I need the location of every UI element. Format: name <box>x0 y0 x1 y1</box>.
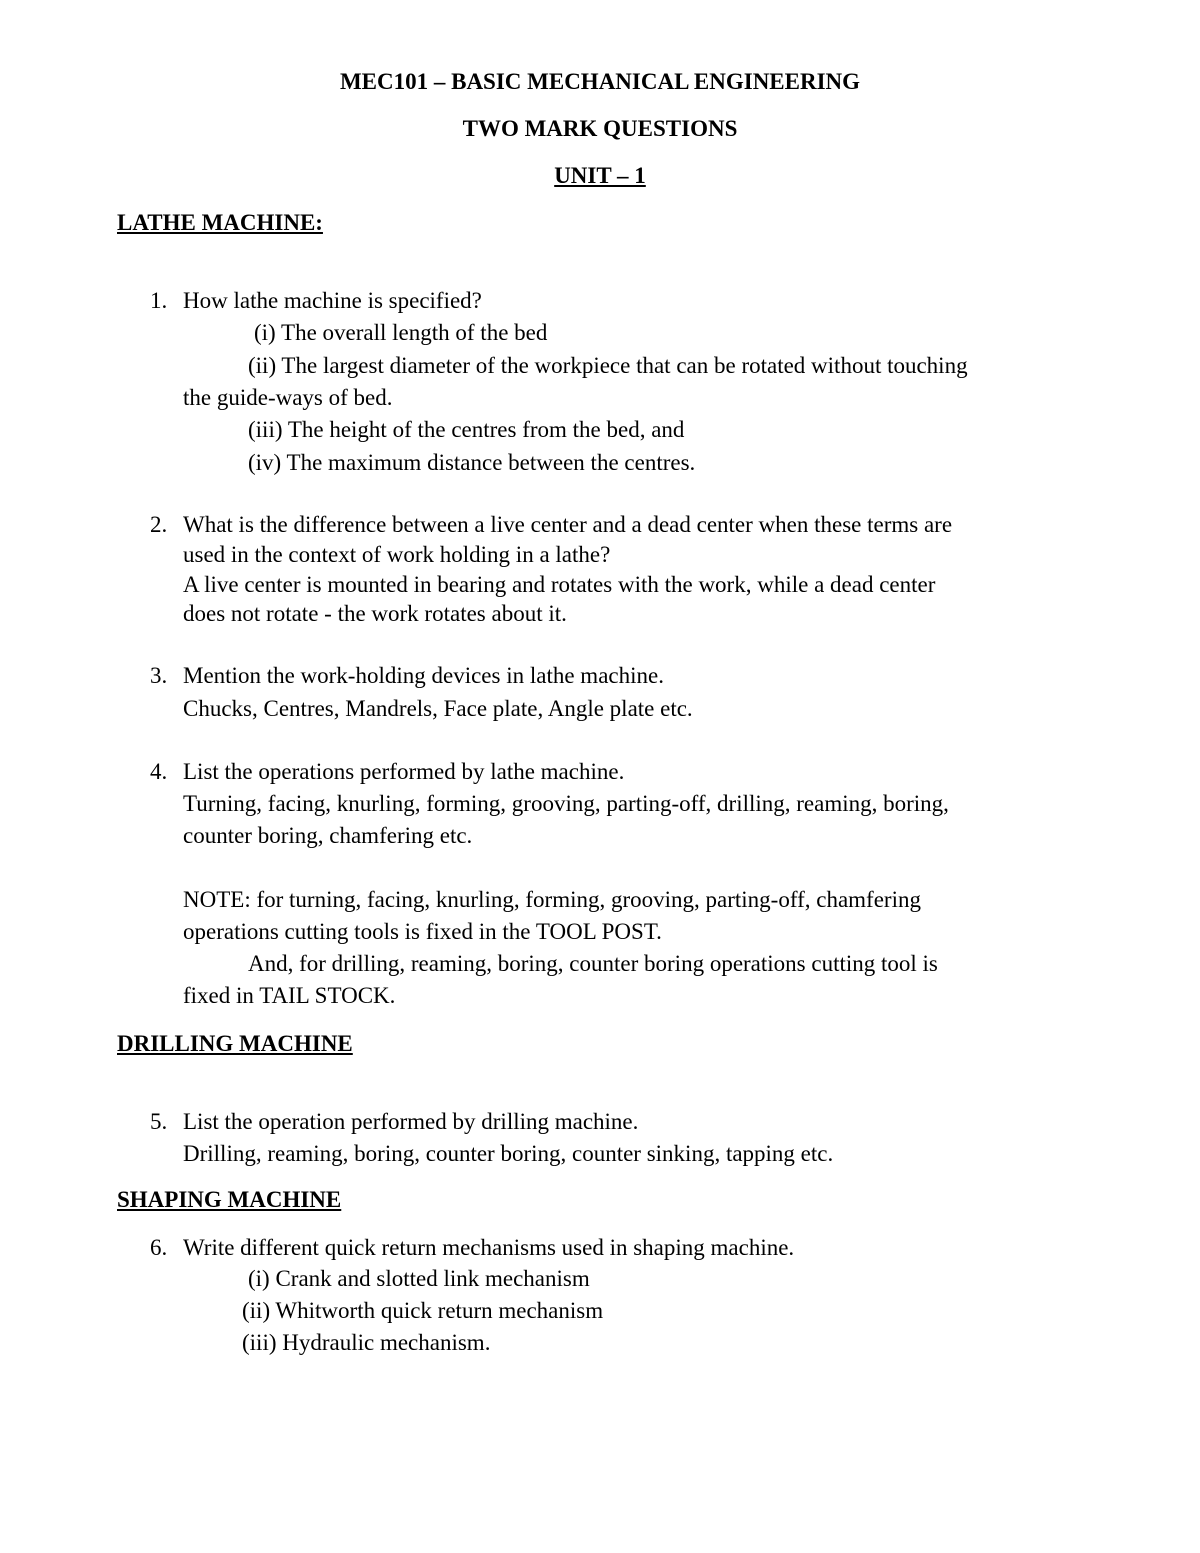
course-title: MEC101 – BASIC MECHANICAL ENGINEERING <box>339 69 861 94</box>
question-text: What is the difference between a live center and a dead center when these terms are <box>183 512 953 537</box>
question-text: List the operation performed by drilling machine. <box>183 1109 639 1134</box>
question-text: How lathe machine is specified? <box>183 288 482 313</box>
answer-line: (iii) Hydraulic mechanism. <box>242 1330 491 1355</box>
section-heading-lathe: LATHE MACHINE: <box>117 210 323 235</box>
answer-line: the guide-ways of bed. <box>183 385 393 410</box>
answer-line: (iii) The height of the centres from the bed, and <box>248 417 685 442</box>
question-number: 5. <box>150 1109 168 1134</box>
note-line: NOTE: for turning, facing, knurling, forming, grooving, parting-off, chamfering <box>183 887 921 912</box>
question-text: Write different quick return mechanisms used in shaping machine. <box>183 1235 795 1260</box>
question-text: List the operations performed by lathe machine. <box>183 759 625 784</box>
note-line: fixed in TAIL STOCK. <box>183 983 396 1008</box>
question-text: used in the context of work holding in a lathe? <box>183 542 611 567</box>
question-number: 1. <box>150 288 168 313</box>
question-text: Mention the work-holding devices in lathe machine. <box>183 663 664 688</box>
note-line: operations cutting tools is fixed in the TOOL POST. <box>183 919 662 944</box>
section-heading-shaping: SHAPING MACHINE <box>117 1187 342 1212</box>
answer-line: (iv) The maximum distance between the centres. <box>248 450 696 475</box>
answer-line: counter boring, chamfering etc. <box>183 823 473 848</box>
answer-line: (i) The overall length of the bed <box>254 320 548 345</box>
question-number: 2. <box>150 512 168 537</box>
answer-line: (i) Crank and slotted link mechanism <box>248 1266 590 1291</box>
question-number: 4. <box>150 759 168 784</box>
answer-line: Drilling, reaming, boring, counter boring, counter sinking, tapping etc. <box>183 1141 834 1166</box>
answer-line: Chucks, Centres, Mandrels, Face plate, Angle plate etc. <box>183 696 693 721</box>
note-line: And, for drilling, reaming, boring, counter boring operations cutting tool is <box>248 951 938 976</box>
answer-line: A live center is mounted in bearing and rotates with the work, while a dead center <box>183 572 936 597</box>
answer-line: (ii) The largest diameter of the workpiece that can be rotated without touching <box>248 353 968 378</box>
section-heading-drilling: DRILLING MACHINE <box>117 1031 353 1056</box>
answer-line: (ii) Whitworth quick return mechanism <box>242 1298 604 1323</box>
document-subtitle: TWO MARK QUESTIONS <box>462 116 738 141</box>
unit-heading: UNIT – 1 <box>554 163 646 188</box>
question-number: 3. <box>150 663 168 688</box>
answer-line: does not rotate - the work rotates about it. <box>183 601 567 626</box>
question-number: 6. <box>150 1235 168 1260</box>
answer-line: Turning, facing, knurling, forming, grooving, parting-off, drilling, reaming, boring, <box>183 791 949 816</box>
